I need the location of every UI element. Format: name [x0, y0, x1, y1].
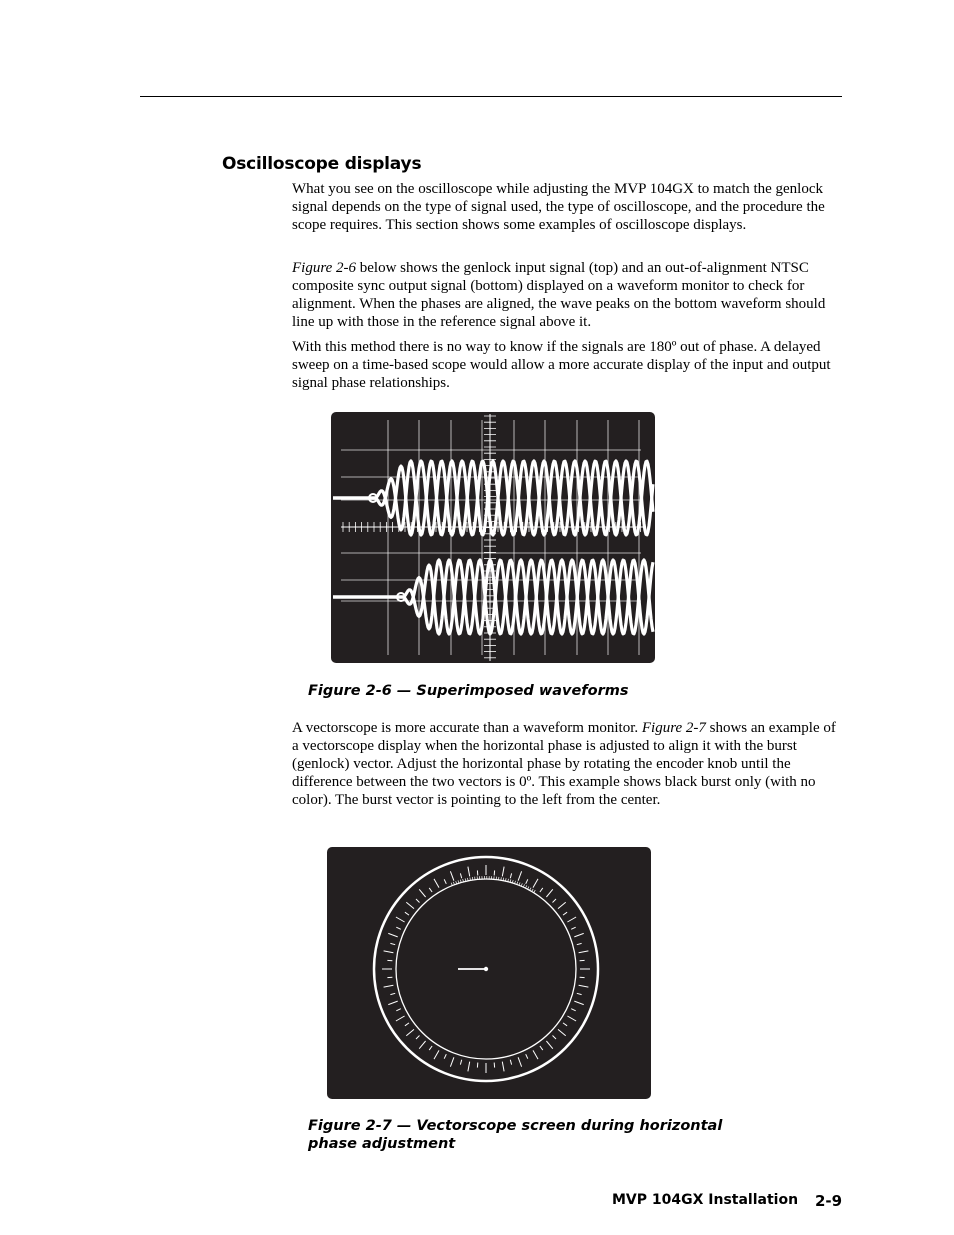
vectorscope-degree-tick [450, 871, 454, 880]
vectorscope-fine-tick [528, 887, 529, 890]
vectorscope-degree-tick [526, 879, 528, 884]
vectorscope-degree-tick [460, 1060, 461, 1065]
vectorscope-degree-tick [444, 1054, 446, 1059]
vectorscope-degree-tick [526, 1054, 528, 1059]
vectorscope-degree-tick [567, 1016, 576, 1021]
vectorscope-degree-tick [405, 1023, 409, 1026]
vectorscope-degree-tick [468, 1062, 470, 1072]
vectorscope-degree-tick [558, 1029, 566, 1035]
vectorscope-degree-tick [434, 879, 439, 888]
vectorscope-degree-tick [396, 917, 405, 922]
vectorscope-fine-tick [456, 881, 457, 884]
vectorscope-degree-tick [553, 899, 557, 903]
vectorscope-degree-tick [502, 867, 504, 877]
paragraph-figure-2-6-text: below shows the genlock input signal (top) and an out-of-alignment NTSC composite sync output signal (bottom) displayed on a waveform monitor to check for alignment. When the phases are aligned, the wave peaks on the bottom waveform should line up with those in the reference signal above it. [292, 260, 826, 330]
vectorscope-degree-tick [546, 1041, 552, 1049]
vectorscope-degree-tick [384, 951, 394, 953]
vectorscope-degree-tick [518, 1057, 522, 1066]
vectorscope-degree-tick [553, 1036, 557, 1040]
vectorscope-center-dot [484, 967, 488, 971]
paragraph-figure-2-6-description [292, 259, 842, 331]
vectorscope-fine-tick [470, 877, 471, 880]
vectorscope-degree-tick [579, 985, 589, 987]
vectorscope-degree-tick [390, 993, 395, 994]
vectorscope-degree-tick [396, 1016, 405, 1021]
paragraph-vectorscope [292, 719, 842, 809]
figure-2-6-caption: Figure 2-6 — Superimposed waveforms [308, 683, 629, 699]
vectorscope-degree-tick [390, 943, 395, 944]
vectorscope-degree-tick [419, 1041, 425, 1049]
footer-page-number: 2-9 [815, 1192, 843, 1210]
figure-2-7-caption [308, 1118, 722, 1153]
figure-2-7-caption-line-2: phase adjustment [308, 1135, 456, 1152]
vectorscope-degree-tick [384, 985, 394, 987]
vectorscope-degree-tick [450, 1057, 454, 1066]
vectorscope-fine-tick [530, 888, 532, 891]
vectorscope-degree-tick [518, 871, 522, 880]
paragraph-vectorscope-text-b: shows an example of a vectorscope display when the horizontal phase is adjusted to align it with the burst (genlock) vector. Adjust the horizontal phase by rotating the encoder knob until the difference between the two vectors is 0º. This example shows black burst only (with no color). The burst vector is pointing to the left from the center. [292, 720, 836, 808]
vectorscope-fine-tick [503, 878, 504, 881]
vectorscope-degree-tick [571, 927, 576, 929]
vectorscope-degree-tick [533, 879, 538, 888]
vectorscope-degree-tick [546, 889, 552, 897]
vectorscope-fine-tick [532, 889, 534, 892]
figure-2-7-caption-line-1: Figure 2-7 — Vectorscope screen during horizontal [308, 1118, 723, 1134]
vectorscope-degree-tick [416, 1036, 420, 1040]
vectorscope-degree-tick [405, 912, 409, 915]
vectorscope-display [327, 847, 651, 1099]
vectorscope-degree-tick [396, 1009, 401, 1011]
header-rule [140, 96, 842, 97]
paragraph-vectorscope-text-a: A vectorscope is more accurate than a waveform monitor. [292, 720, 642, 736]
vectorscope-fine-tick [534, 890, 536, 893]
vectorscope-degree-tick [579, 951, 589, 953]
vectorscope-degree-tick [502, 1062, 504, 1072]
vectorscope-fine-tick [526, 885, 527, 888]
vectorscope-degree-tick [577, 993, 582, 994]
vectorscope-degree-tick [567, 917, 576, 922]
vectorscope-fine-tick [512, 880, 513, 883]
vectorscope-degree-tick [533, 1050, 538, 1059]
vectorscope-degree-tick [419, 889, 425, 897]
vectorscope-degree-tick [434, 1050, 439, 1059]
vectorscope-degree-tick [406, 902, 414, 908]
vectorscope-degree-tick [444, 879, 446, 884]
vectorscope-degree-tick [416, 899, 420, 903]
figure-2-7-reference: Figure 2-7 [641, 720, 706, 736]
waveform-monitor-display [331, 412, 655, 663]
vectorscope-fine-tick [517, 882, 518, 885]
paragraph-phase-note: With this method there is no way to know if the signals are 180º out of phase. A delayed sweep on a time-based scope would allow a more accurate display of the input and output signal phase relationships. [292, 339, 831, 391]
vectorscope-degree-tick [388, 1001, 397, 1005]
vectorscope-degree-tick [574, 933, 583, 937]
vectorscope-degree-tick [510, 1060, 511, 1065]
vectorscope-degree-tick [563, 912, 567, 915]
vectorscope-degree-tick [468, 867, 470, 877]
vectorscope-degree-tick [574, 1001, 583, 1005]
vectorscope-degree-tick [429, 888, 432, 892]
vectorscope-degree-tick [396, 927, 401, 929]
vectorscope-degree-tick [406, 1029, 414, 1035]
vectorscope-degree-tick [388, 933, 397, 937]
vectorscope-degree-tick [429, 1046, 432, 1050]
figure-2-6-reference: Figure 2-6 [292, 260, 357, 276]
vectorscope-degree-tick [563, 1023, 567, 1026]
vectorscope-degree-tick [558, 902, 566, 908]
vectorscope-degree-tick [540, 1046, 543, 1050]
vectorscope-degree-tick [540, 888, 543, 892]
vectorscope-graticule [327, 847, 651, 1099]
paragraph-intro: What you see on the oscilloscope while adjusting the MVP 104GX to match the genlock signal depends on the type of signal used, the type of oscilloscope, and the procedure the scope requires. This section shows some examples of oscilloscope displays. [292, 181, 825, 233]
vectorscope-degree-tick [510, 873, 511, 878]
waveform-graticule [331, 412, 655, 663]
section-heading: Oscilloscope displays [222, 154, 422, 174]
vectorscope-degree-tick [571, 1009, 576, 1011]
footer-manual-title: MVP 104GX Installation [612, 1192, 799, 1208]
vectorscope-degree-tick [577, 943, 582, 944]
vectorscope-degree-tick [460, 873, 461, 878]
